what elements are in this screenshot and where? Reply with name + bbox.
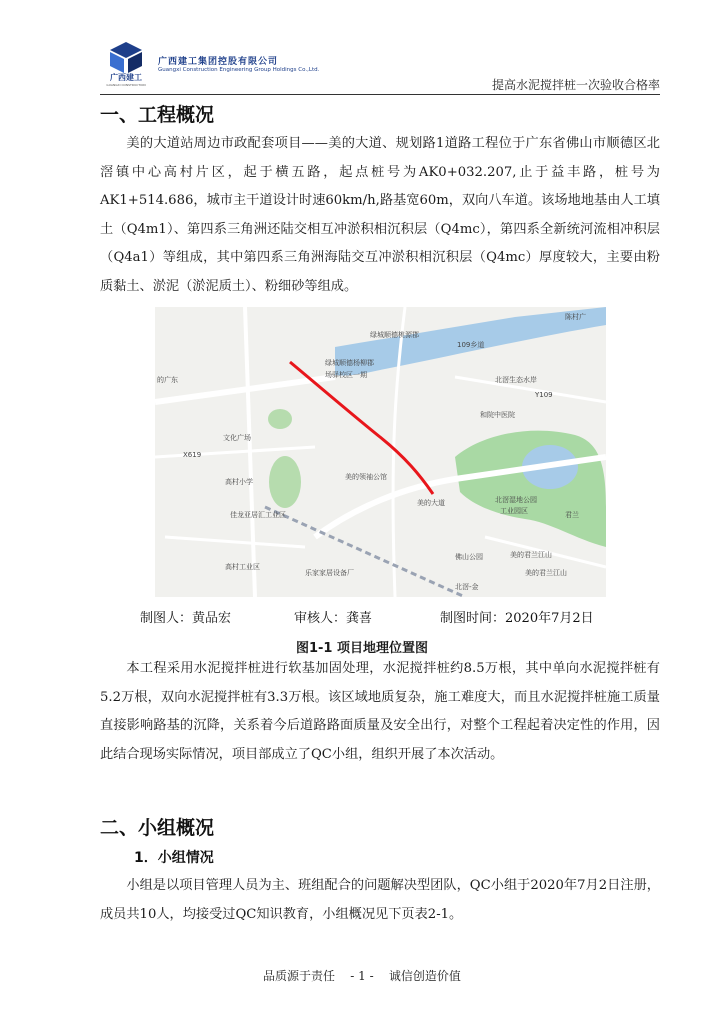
map-label: 美的君兰江山 — [510, 551, 552, 559]
header-divider — [100, 94, 660, 95]
construction-method-paragraph: 本工程采用水泥搅拌桩进行软基加固处理，水泥搅拌桩约8.5万根，其中单向水泥搅拌桩有5.2万根，双向水泥搅拌桩有3.3万根。该区域地质复杂，施工难度大，而且水泥搅拌桩施工质量直接影响路基的沉降，关系着今后道路路面质量及安全出行，对整个工程起着决定性的作用，因此结合现场实际情况，项目部成立了QC小组，组织开展了本次活动。 — [100, 661, 660, 762]
map-label: 北滘生态水岸 — [495, 376, 537, 384]
map-label: 君兰 — [565, 511, 579, 519]
group-info-paragraph: 小组是以项目管理人员为主、班组配合的问题解决型团队，QC小组于2020年7月2日注册，成员共10人，均接受过QC知识教育，小组概况见下页表2-1。 — [100, 878, 660, 922]
company-name-cn: 广西建工集团控股有限公司 — [158, 57, 279, 67]
map-label: 绿城顺德桃源郡 — [370, 331, 419, 339]
figure-caption: 图1-1 项目地理位置图 — [295, 641, 428, 656]
section-heading-group-overview: 二、小组概况 — [100, 817, 215, 839]
map-label: 美的大道 — [417, 499, 445, 507]
map-label: 北滘-金 — [455, 583, 479, 591]
map-label: 美的领袖公馆 — [345, 473, 387, 481]
running-title: 提高水泥搅拌桩一次验收合格率 — [491, 78, 660, 92]
map-label: 陈村广 — [565, 313, 586, 321]
map-label: 109乡道 — [457, 341, 485, 349]
page-header — [100, 34, 660, 92]
subheading-group-info: 1．小组情况 — [134, 850, 214, 866]
map-label: 和院中医院 — [480, 411, 515, 419]
map-label: 北滘湿地公园 — [495, 496, 537, 504]
logo-caption-small: GUANGXI CONSTRUCTION — [106, 83, 146, 87]
map-label: 场驿校区一期 — [325, 371, 367, 379]
section-heading-project-overview: 一、工程概况 — [100, 104, 215, 126]
map-maker-credit: 制图人：黄品宏 — [140, 611, 232, 626]
map-label: 高村工业区 — [225, 563, 260, 571]
map-label: 绿城顺德杨柳郡 — [325, 359, 374, 367]
company-name-en: Guangxi Construction Engineering Group Holdings Co.,Ltd. — [158, 67, 320, 73]
map-label: Y109 — [535, 391, 553, 399]
map-label: X619 — [183, 451, 202, 459]
map-label: 美的君兰江山 — [525, 569, 567, 577]
map-label: 佛山公园 — [455, 553, 483, 561]
map-label: 高村小学 — [225, 478, 253, 486]
map-label: 工业园区 — [500, 507, 528, 515]
location-map — [155, 307, 606, 597]
map-reviewer-credit: 审核人：龚喜 — [294, 611, 373, 626]
map-label: 佳龙亚居汇工业区 — [230, 511, 286, 519]
map-label: 乐家家居设备厂 — [305, 569, 354, 577]
logo-caption: 广西建工 — [110, 73, 142, 82]
map-label: 文化广场 — [223, 434, 251, 442]
page-footer: 品质源于责任 - 1 - 诚信创造价值 — [263, 969, 461, 983]
map-date-credit: 制图时间：2020年7月2日 — [440, 611, 594, 626]
project-overview-paragraph: 美的大道站周边市政配套项目——美的大道、规划路1道路工程位于广东省佛山市顺德区北滘镇中心高村片区，起于横五路，起点桩号为AK0+032.207,止于益丰路，桩号为AK1+514.686，城市主干道设计时速60km/h,路基宽60m，双向八车道。该场地地基由人工填土（Q4m1）、第四系三角洲还陆交相互冲淤积相沉积层（Q4mc），第四系全新统河流相冲积层（Q4a1）等组成，其中第四系三角洲海陆交互冲淤积相沉积层（Q4mc）厚度较大，主要由粉质黏土、淤泥（淤泥质土）、粉细砂等组成。 — [100, 136, 660, 294]
map-label: 的广东 — [157, 376, 178, 384]
